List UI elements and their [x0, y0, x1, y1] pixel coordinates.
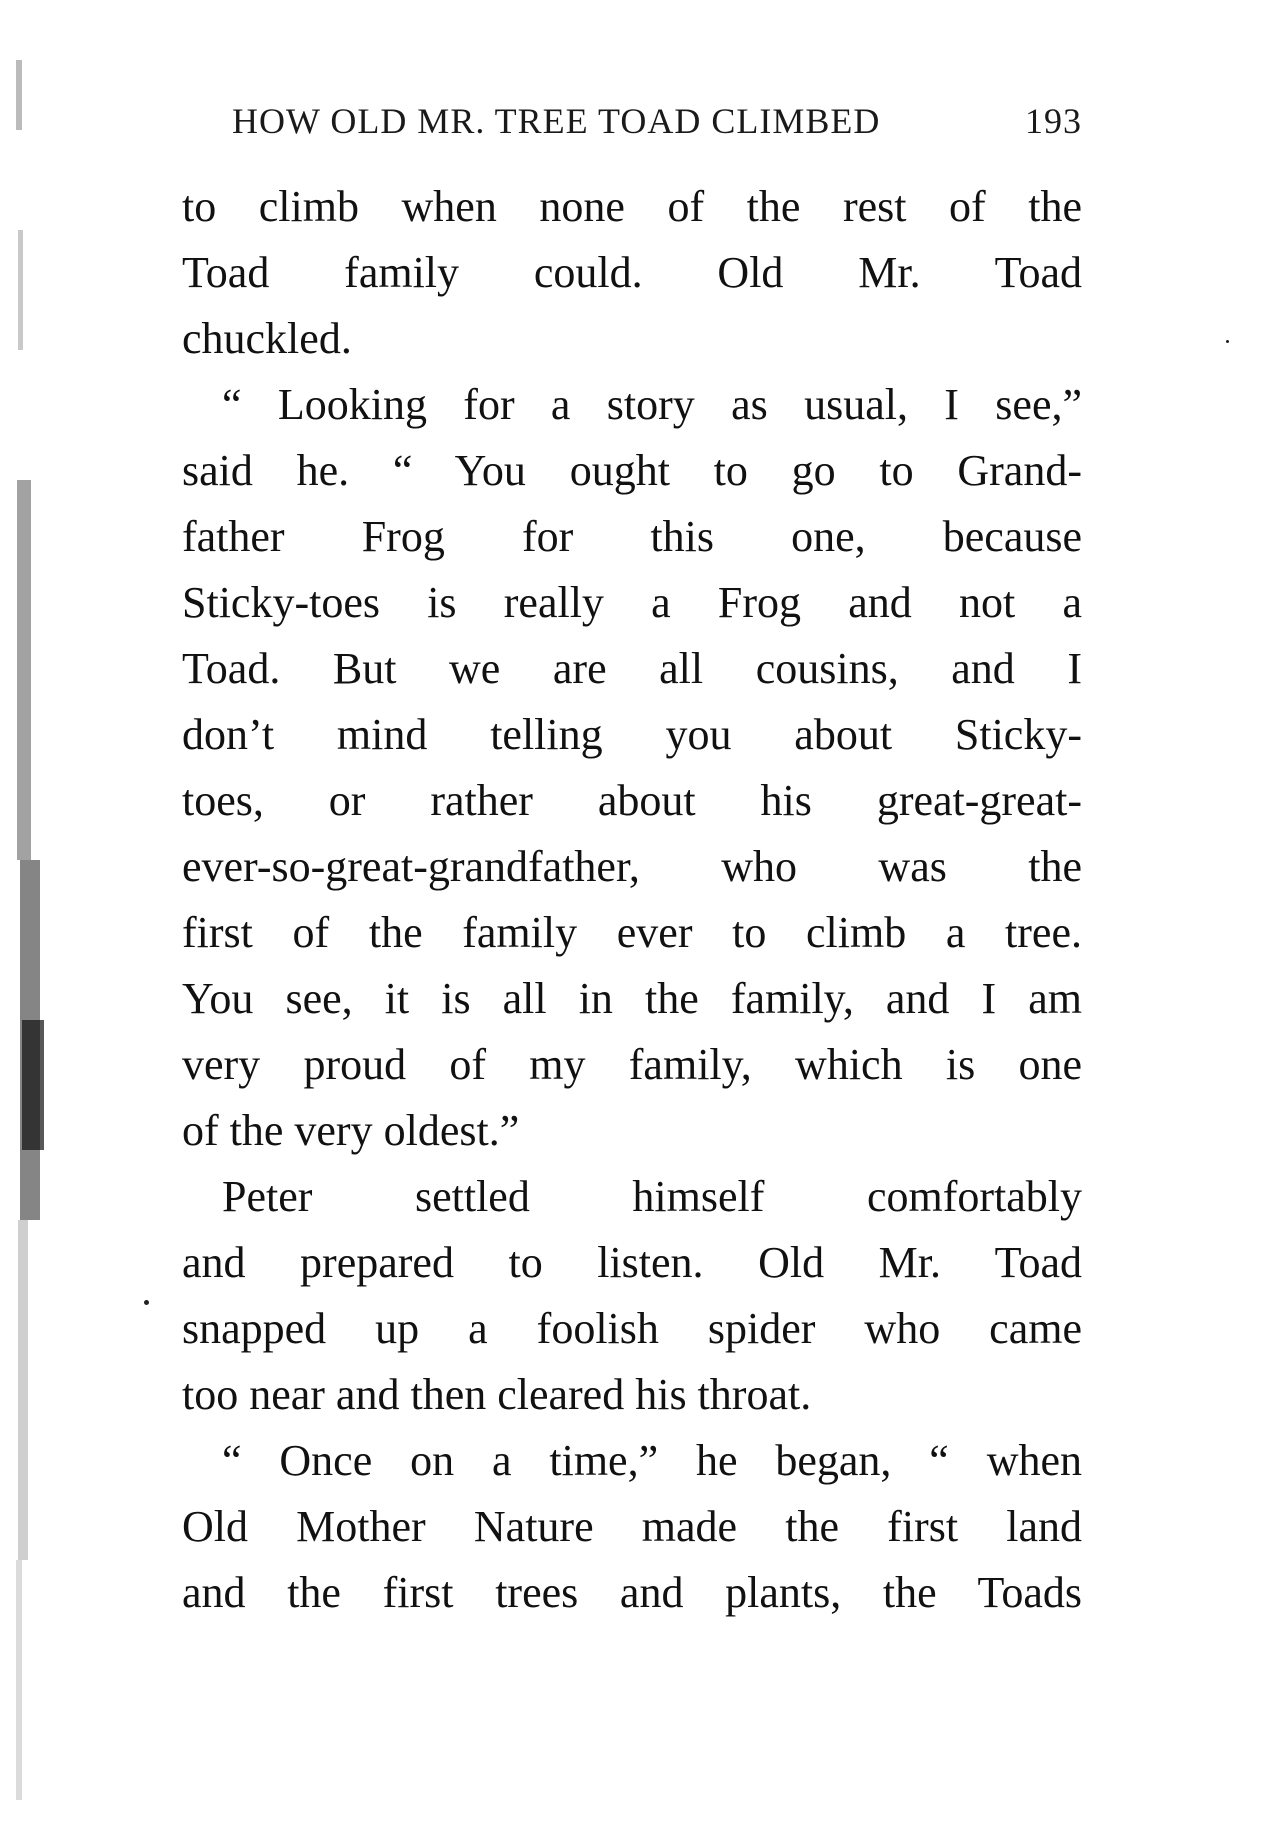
text-line: Sticky-toes is really a Frog and not a	[182, 578, 1082, 627]
page-header	[182, 90, 1082, 154]
paragraph	[182, 1164, 1082, 1428]
running-head: HOW OLD MR. TREE TOAD CLIMBED	[232, 101, 881, 141]
text-line: “ Once on a time,” he began, “ when	[222, 1436, 1082, 1485]
text-line: You see, it is all in the family, and I am	[182, 974, 1082, 1023]
text-line: toes, or rather about his great-great-	[182, 776, 1082, 825]
text-line: and prepared to listen. Old Mr. Toad	[182, 1238, 1082, 1287]
text-line: said he. “ You ought to go to Grand-	[182, 446, 1082, 495]
text-line: of the very oldest.”	[182, 1106, 520, 1155]
text-line: very proud of my family, which is one	[182, 1040, 1082, 1089]
text-line: to climb when none of the rest of the	[182, 182, 1082, 231]
text-line: Peter settled himself comfortably	[222, 1172, 1082, 1221]
text-line: and the first trees and plants, the Toads	[182, 1568, 1082, 1617]
text-line: father Frog for this one, because	[182, 512, 1082, 561]
body-text	[182, 174, 1082, 1626]
text-line: ever-so-great-grandfather, who was the	[182, 842, 1082, 891]
text-line: “ Looking for a story as usual, I see,”	[222, 380, 1082, 429]
paragraph	[182, 174, 1082, 372]
text-line: too near and then cleared his throat.	[182, 1370, 812, 1419]
text-line: Old Mother Nature made the first land	[182, 1502, 1082, 1551]
page-number: 193	[1025, 101, 1082, 141]
text-line: chuckled.	[182, 314, 352, 363]
text-line: Toad. But we are all cousins, and I	[182, 644, 1082, 693]
paragraph	[182, 1428, 1082, 1626]
scan-gutter-shadow	[14, 60, 54, 1800]
text-line: snapped up a foolish spider who came	[182, 1304, 1082, 1353]
print-speck	[144, 1300, 149, 1305]
text-line: don’t mind telling you about Sticky-	[182, 710, 1082, 759]
text-line: Toad family could. Old Mr. Toad	[182, 248, 1082, 297]
book-page	[182, 90, 1082, 1626]
print-speck	[1226, 340, 1229, 343]
paragraph	[182, 372, 1082, 1164]
text-line: first of the family ever to climb a tree.	[182, 908, 1082, 957]
